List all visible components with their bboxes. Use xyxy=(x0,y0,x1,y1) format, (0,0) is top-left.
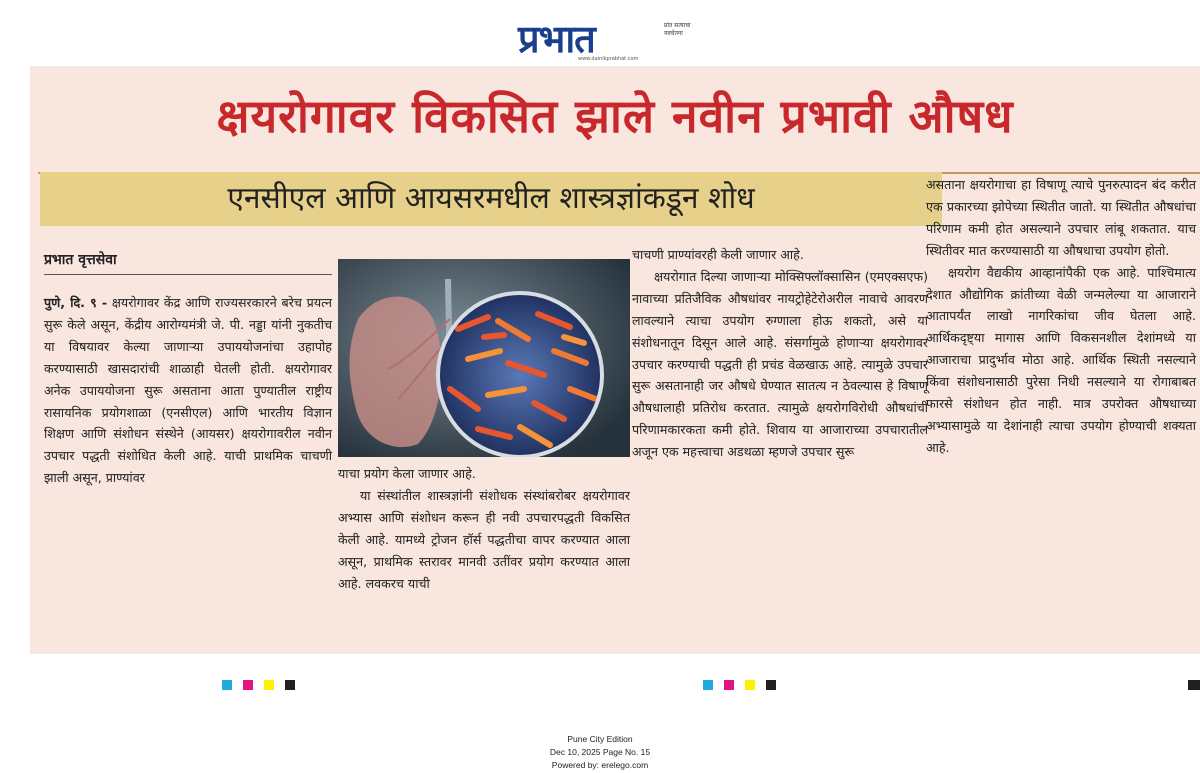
registration-mark-yellow xyxy=(264,680,274,690)
tb-bacteria-photo xyxy=(338,259,630,457)
paragraph: क्षयरोगावर केंद्र आणि राज्यसरकारने बरेच प्रयत्न सुरू केले असून, केंद्रीय आरोग्यमंत्री जे. पी. नड्डा यांनी नुकतीच या विषयावर केल्या जाणाऱ्या उपाययोजनांचा उहापोह करण्यासाठी खासदारांची शाळाही घेतली होती. क्षयरोगावर अनेक उपाययोजना सुरू असताना आता पुण्यातील राष्ट्रीय रासायनिक प्रयोगशाळा (एनसीएल) आणि भारतीय विज्ञान शिक्षण आणि संशोधन संस्थेने (आयसर) क्षयरोगावरील नवीन उपचार पद्धती संशोधित केली आहे. याची प्राथमिक चाचणी झाली असून, प्राण्यांवर xyxy=(44,295,332,486)
paragraph: क्षयरोग वैद्यकीय आव्हानांपैकी एक आहे. पाश्चिमात्य देशात औद्योगिक क्रांतीच्या वेळी जन्मलेल्या या आजाराने आतापर्यंत लाखो नागरिकांचा जीव घेतला आहे. आर्थिकदृष्ट्या मागास आणि विकसनशील देशांमध्ये या आजाराचा प्रादुर्भाव मोठा आहे. आर्थिक स्थिती नसल्याने किंवा संशोधनासाठी पुरेसा निधी नसल्याने या रोगाबाबत फारसे संशोधन होत नाही. मात्र उपरोक्त औषधाच्या अभ्यासामुळे या देशांनाही त्याचा उपयोग होण्याची शक्यता आहे. xyxy=(926,264,1196,455)
paragraph: याचा प्रयोग केला जाणार आहे. xyxy=(338,466,476,481)
registration-mark-magenta xyxy=(243,680,253,690)
masthead-name: प्रभात xyxy=(518,17,595,61)
article-column-1 xyxy=(44,292,332,489)
article-column-2 xyxy=(338,463,630,594)
registration-mark-magenta xyxy=(724,680,734,690)
article-page xyxy=(30,66,1200,654)
footer-edition: Pune City Edition xyxy=(567,734,633,744)
masthead-tagline: प्रांत सत्याचा नवचेतना xyxy=(664,22,691,37)
article-column-4 xyxy=(926,174,1196,459)
masthead-logo xyxy=(518,14,691,64)
paragraph: क्षयरोगात दिल्या जाणाऱ्या मोक्सिफ्लॉक्सासिन (एमएक्सएफ) नावाच्या प्रतिजैविक औषधांवर नायट्रोहेटेरोअरील नावाचे आवरण लावल्याने त्याचा उपयोग रुग्णाला होऊ शकतो, असे या संशोधनातून दिसून आले आहे. संसर्गामुळे होणाऱ्या क्षयरोगावर उपचार करण्याची पद्धती ही प्रचंड वेळखाऊ आहे. त्यामुळे उपचार सुरू असतानाही जर औषधे घेण्यात सातत्य न ठेवल्यास हे विषाणू औषधालाही प्रतिरोध करतात. त्यामुळे क्षयरोगविरोधी औषधांची परिणामकारकता कमी होते. शिवाय या आजाराच्या उपचारातील अजून एक महत्त्वाचा अडथळा म्हणजे उपचार सुरू xyxy=(632,268,928,460)
article-headline: क्षयरोगावर विकसित झाले नवीन प्रभावी औषध xyxy=(216,89,1014,143)
byline: प्रभात वृत्तसेवा xyxy=(44,252,117,268)
divider xyxy=(44,274,332,275)
paragraph: असताना क्षयरोगाचा हा विषाणू त्याचे पुनरुत्पादन बंद करीत एक प्रकारच्या झोपेच्या स्थितीत जातो. या स्थितीत औषधांचा परिणाम कमी होत असल्याने उपचार लांबू शकतात. याच स्थितीवर मात करण्यासाठी या औषधाचा उपयोग होतो. xyxy=(926,177,1196,258)
paragraph: चाचणी प्राण्यांवरही केली जाणार आहे. xyxy=(632,247,804,262)
registration-mark-cyan xyxy=(703,680,713,690)
registration-mark-yellow xyxy=(745,680,755,690)
registration-mark-black xyxy=(766,680,776,690)
footer-date-page: Dec 10, 2025 Page No. 15 xyxy=(549,747,651,757)
registration-mark-black xyxy=(1188,680,1200,690)
article-column-3 xyxy=(632,244,928,463)
dateline: पुणे, दि. ९ - xyxy=(44,295,108,310)
registration-mark-black xyxy=(285,680,295,690)
registration-mark-cyan xyxy=(222,680,232,690)
article-subheadline: एनसीएल आणि आयसरमधील शास्त्रज्ञांकडून शोध xyxy=(40,172,942,226)
footer-powered-by: Powered by: erelego.com xyxy=(551,760,649,770)
paragraph: या संस्थांतील शास्त्रज्ञांनी संशोधक संस्थांबरोबर क्षयरोगावर अभ्यास आणि संशोधन करून ही नवी उपचारपद्धती विकसित केली आहे. यामध्ये ट्रोजन हॉर्स पद्धतीचा वापर करण्यात आला असून, प्राथमिक स्तरावर मानवी उतींवर प्रयोग करण्यात आला आहे. लवकरच याची xyxy=(338,487,630,591)
masthead-url: www.dainikprabhat.com xyxy=(578,56,639,62)
